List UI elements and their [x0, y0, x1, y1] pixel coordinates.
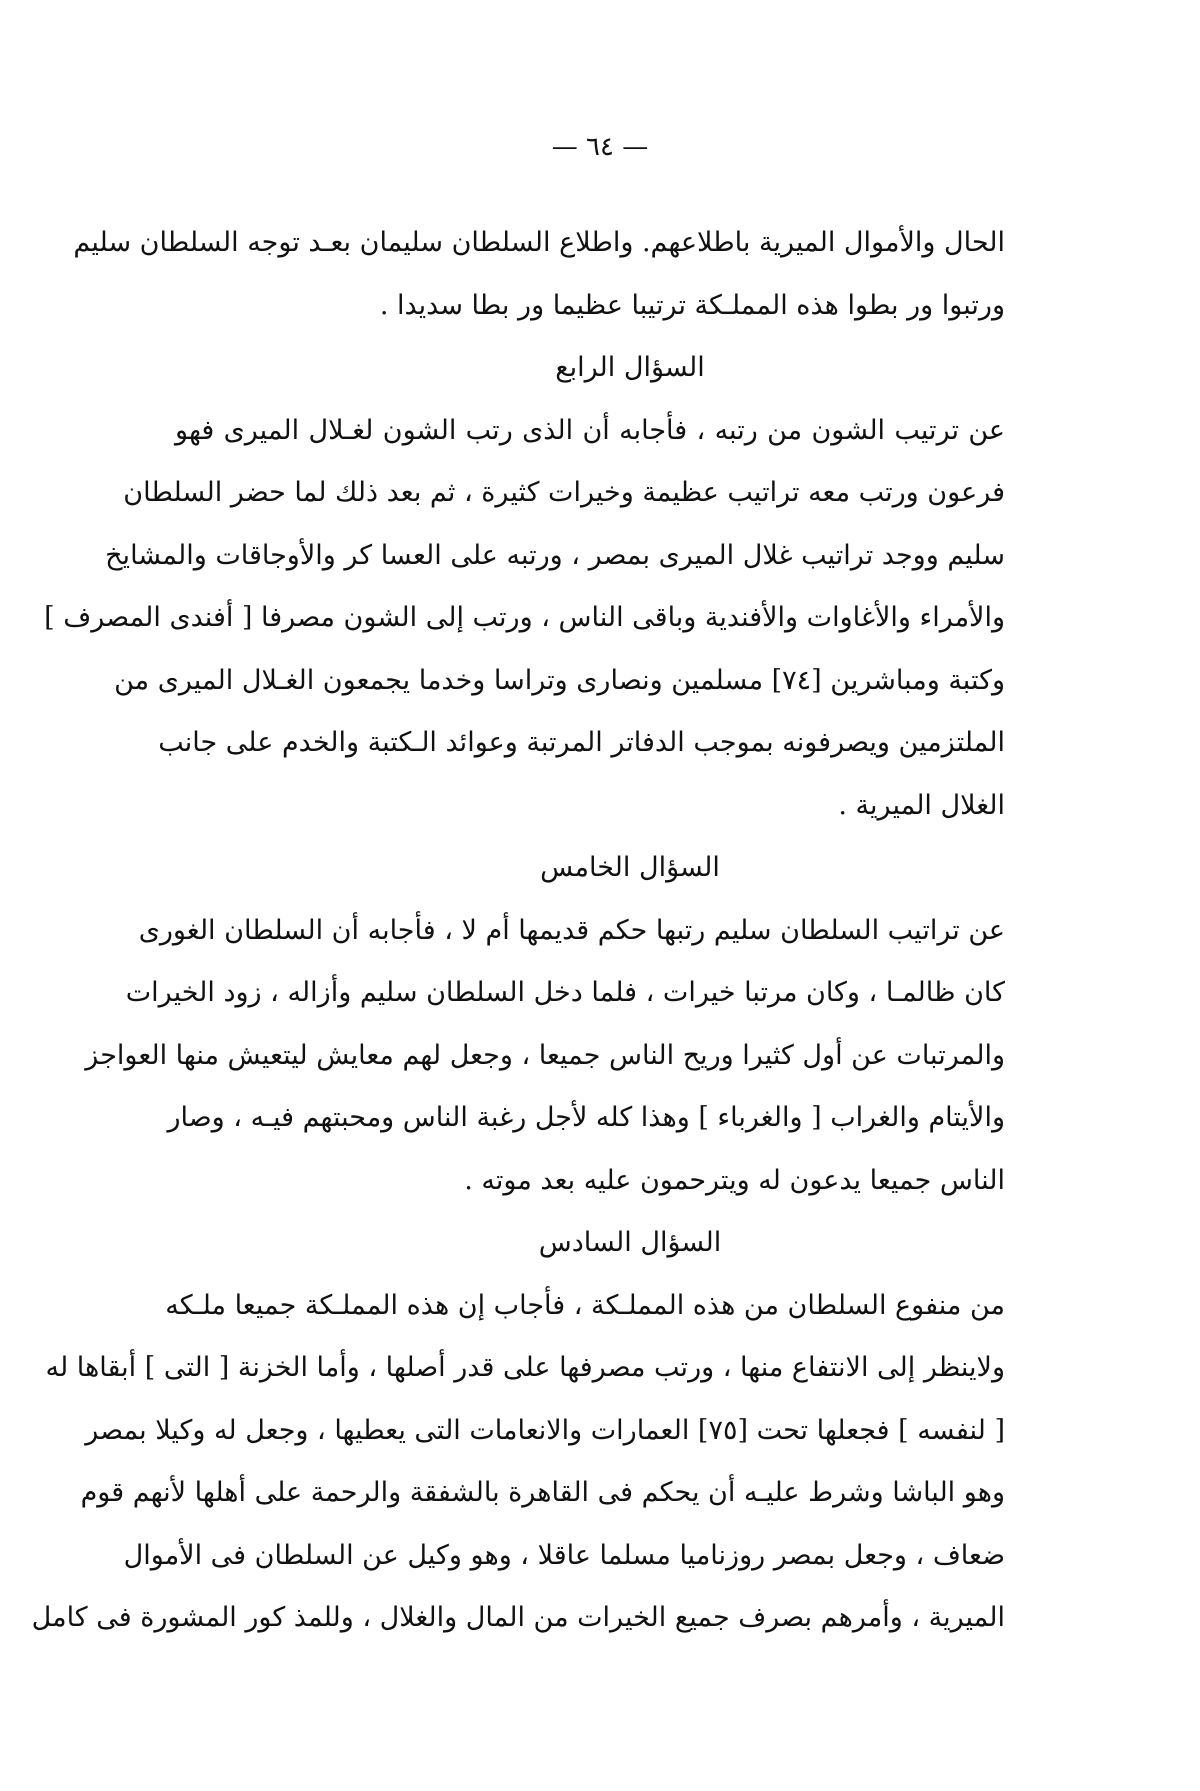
text-line: ورتبوا ور بطوا هذه المملـكة ترتيبا عظيما ور بطا سديدا . — [379, 289, 1005, 321]
section-heading: السؤال الرابع — [555, 352, 705, 383]
text-line: والأيتام والغراب [ والغرباء ] وهذا كله لأجل رغبة الناس ومحبتهم فيـه ، وصار — [167, 1102, 1005, 1133]
text-line: الحال والأموال الميرية باطلاعهم. واطلاع السلطان سليمان بعـد توجه السلطان سليم — [73, 227, 1005, 258]
text-line: والمرتبات عن أول كثيرا وريح الناس جميعا ، وجعل لهم معايش ليتعيش منها العواجز — [85, 1039, 1005, 1071]
body-text — [31, 212, 1005, 1650]
text-line: من منفوع السلطان من هذه المملـكة ، فأجاب إن هذه المملـكة جميعا ملـكه — [165, 1289, 1005, 1321]
section-heading: السؤال الخامس — [540, 852, 720, 883]
text-line: والأمراء والأغاوات والأفندية وباقى الناس ، ورتب إلى الشون مصرفا [ أفندى المصرف ] — [44, 602, 1005, 633]
text-line: [ لنفسه ] فجعلها تحت [٧٥] العمارات والانعامات التى يعطيها ، وجعل له وكيلا بمصر — [85, 1414, 1005, 1446]
text-line: ضعاف ، وجعل بمصر روزناميا مسلما عاقلا ، وهو وكيل عن السلطان فى الأموال — [123, 1539, 1005, 1571]
text-line: ولاينظر إلى الانتفاع منها ، ورتب مصرفها على قدر أصلها ، وأما الخزنة [ التى ] أبقاها له — [45, 1352, 1005, 1383]
text-line: وهو الباشا وشرط عليـه أن يحكم فى القاهرة بالشفقة والرحمة على أهلها لأنهم قوم — [80, 1477, 1005, 1508]
text-line: عن تراتيب السلطان سليم رتبها حكم قديمها أم لا ، فأجابه أن السلطان الغورى — [138, 914, 1005, 946]
text-line: عن ترتيب الشون من رتبه ، فأجابه أن الذى رتب الشون لغـلال الميرى فهو — [175, 414, 1005, 446]
text-line: الميرية ، وأمرهم بصرف جميع الخيرات من المال والغلال ، وللمذ كور المشورة فى كامل — [31, 1602, 1005, 1633]
text-line: كان ظالمـا ، وكان مرتبا خيرات ، فلما دخل السلطان سليم وأزاله ، زود الخيرات — [125, 977, 1005, 1008]
section-heading: السؤال السادس — [538, 1227, 722, 1258]
text-line: وكتبة ومباشرين [٧٤] مسلمين ونصارى وتراسا وخدما يجمعون الغـلال الميرى من — [114, 664, 1005, 696]
text-line: الغلال الميرية . — [838, 789, 1005, 821]
text-line: الملتزمين ويصرفونه بموجب الدفاتر المرتبة وعوائد الـكتبة والخدم على جانب — [158, 727, 1005, 758]
page-number: — ٦٤ — — [551, 132, 649, 162]
text-line: سليم ووجد تراتيب غلال الميرى بمصر ، ورتبه على العسا كر والأوجاقات والمشايخ — [105, 539, 1005, 571]
text-line: الناس جميعا يدعون له ويترحمون عليه بعد موته . — [464, 1164, 1005, 1196]
text-line: فرعون ورتب معه تراتيب عظيمة وخيرات كثيرة ، ثم بعد ذلك لما حضر السلطان — [123, 477, 1005, 508]
